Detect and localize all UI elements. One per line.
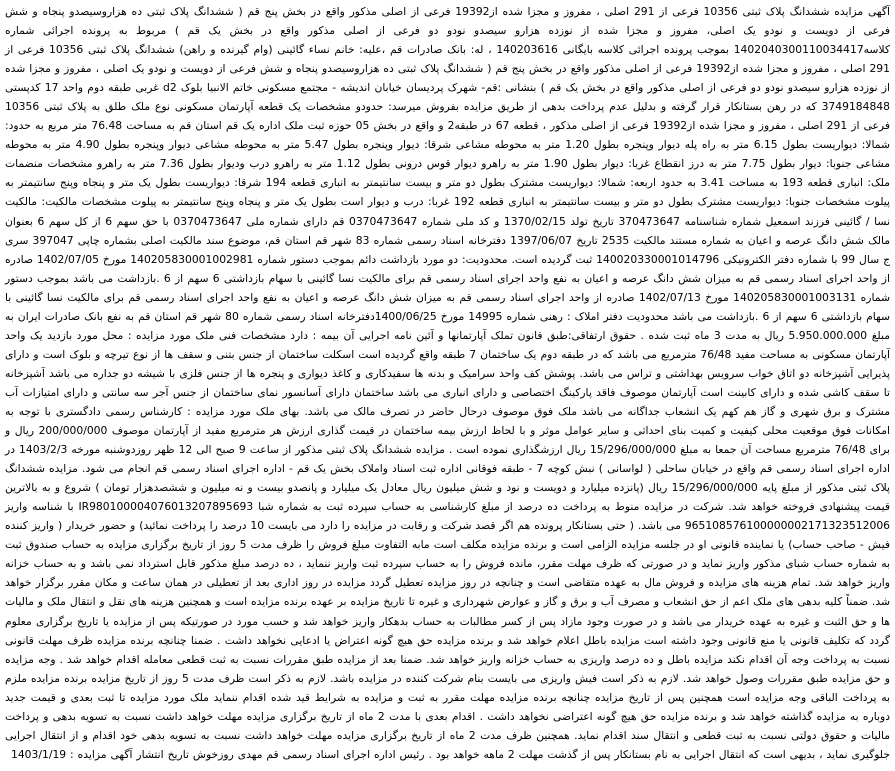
auction-notice-text: آگهی مزایده ششدانگ پلاک ثبتی 10356 فرعی از 291 اصلی ، مفروز و مجزا شده از19392 فرعی از اصلی مذکور واقع در بخش پنج قم ( ششدانگ پلاک ثبتی ده هزاروسیصدو پنجاه و شش فرعی از دویست و نودو یک اصلی، مفروز و مجزا شده از نوزده هزارو سیصدو نودو دو فرعی از اصلی مذکور واقع در بخش یک قم ) مربوط به پرونده اجرائی شماره کلاسه1402040300110034417 بموجب پرونده اجرائی کلاسه بایگانی 140203616 ، له: بانک صادرات قم ،علیه: خانم نساء گائینی (وام گیرنده و راهن) ششدانگ پلاک ثبتی 10356 فرعی از 291 اصلی ، مفروز و مجزا شده از19392 فرعی از اصلی مذکور واقع در بخش پنج قم ( ششدانگ پلاک ثبتی ده هزاروسیصدو پنجاه و شش فرعی از دویست و نودو یک اصلی ، مفروز و مجزا شده از نوزده هزارو سیصدو نودو دو فرعی از اصلی مذکور واقع در بخش یک قم ) بنشانی :قم- شهرک پردیسان خیابان اندیشه - مجتمع مسکونی خاتم الانبیا بلوک d2 غربی طبقه دوم واحد 17 کدپستی 3749184848 که در رهن بستانکار قرار گرفته و بدلیل عدم پرداخت بدهی از طریق مزایده بفروش میرسد: حدودو مشخصات یک قطعه آپارتمان مسکونی نوع ملک طلق به پلاک ثبتی 10356 فرعی از 291 اصلی ، مفروز و مجزا شده از19392 فرعی از اصلی مذکور ، قطعه 67 در طبقه2 و واقع در بخش 05 حوزه ثبت ملک اداره یک قم استان قم به مساحت 76.48 متر مربع به حدود: شمالا: دیواریست بطول 6.15 متر به راه پله دیوار وپنجره بطول 1.20 متر به محوطه مشاعی شرقا: دیوار وپنجره بطول 5.47 متر به محوطه مشاعی دیوار وپنجره بطول 4.90 متر به محوطه مشاعی جنوبا: دیوار بطول 7.75 متر به درز انقطاع غربا: دیوار بطول 1.90 متر به راهرو دیوار قوس درونی بطول 1.12 متر به راهرو درب ودیوار بطول 7.36 متر به راهرو مشخصات منضمات ملک: انباری قطعه 193 به مساحت 3.41 به حدود اربعه: شمالا: دیواریست مشترک بطول دو متر و بیست سانتیمتر به انباری قطعه 194 شرقا: دیواریست بطول یک متر و پنجاه وپنج سانتیمتر به پیلوت مشخصات جنوبا: دیواریست مشترک بطول دو متر و بیست سانتیمتر به انباری قطعه 192 غربا: درب و دیوار است بطول یک متر و پنجاه وپنج سانتیمتر به پیلوت مشخصات مالکیت: مالکیت نسا / گائینی فرزند اسمعیل شماره شناسنامه 370473647 تاریخ تولد 1370/02/15 و کد ملی شماره 0370473647 قم دارای شماره ملی 0370473647 با حق سهم 6 از کل سهم 6 بعنوان مالک شش دانگ عرصه و اعیان به شماره مستند مالکیت 2535 تاریخ 1397/06/07 دفترخانه اسناد رسمی شماره 83 شهر قم استان قم، موضوع سند مالکیت اصلی بشماره چاپی 397047 سری ج سال 99 با شماره دفتر الکترونیکی 140020330001014796 ثبت گردیده است. محدودیت: دو مورد بازداشت دائم بموجب دستور شماره 140205830001002981 مورخ 1402/07/05 صادره از واحد اجرای اسناد رسمی قم به میزان شش دانگ عرصه و اعیان به نفع واحد اجرای اسناد رسمی قم برای مالکیت نسا گائینی با سهام بازداشتی 6 سهم از 6 .بازداشت می باشد بموجب دستور شماره 140205830001003131 مورخ 1402/07/13 صادره از واحد اجرای اسناد رسمی قم به میزان شش دانگ عرصه و اعیان به نفع واحد اجرای اسناد رسمی قم برای مالکیت نسا گائینی با سهام بازداشتی 6 سهم از 6 .بازداشت می باشد محدودیت دفتر املاک : رهنی شماره 14995 مورخ 1400/06/25دفترخانه اسناد رسمی شماره 80 شهر قم استان قم به نفع بانک صادرات ایران به مبلغ 5.950.000.000 ریال به مدت 3 ماه ثبت شده . حقوق ارتفاقی:طبق قانون تملک آپارتمانها و آئین نامه اجرایی آن بیمه : دارد مشخصات فنی ملک مورد مزایده : محل مورد بازدید یک واحد آپارتمان مسکونی به مساحت مفید 76/48 مترمربع می باشد که در طبقه دوم یک ساختمان 7 طبقه واقع گردیده است اسکلت ساختمان از جنس بتنی و سقف ها از نوع تیرچه و بلوک است و دارای پذیرایی آشپزخانه دو اتاق خواب سرویس بهداشتی و تراس می باشد. پوشش کف واحد سرامیک و بدنه ها سفیدکاری و کاغذ دیواری و پنجره ها از جنس فلزی با شیشه دو جداره می باشد آشپزخانه تا سقف کاشی شده و دارای کابینت است آپارتمان موصوف فاقد پارکینگ اختصاصی و دارای انباری می باشد ساختمان دارای آسانسور نمای ساختمان از جنس آجر سه سانتی و دارای امتیازات آب مشترک و برق شهری و گاز هم کهم یک انشعاب جداگانه می باشد ملک فوق موصوف درحال حاضر در تصرف مالک می باشد. بهای ملک مورد مزایده : کارشناس رسمی دادگستری با توجه به امکانات فوق موقعیت محلی کیفیت و کمیت بنای احداثی و سایر عوامل موثر و با لحاظ ارزش بیمه ساختمان در قیمت گذاری ارزش هر مترمربع مفید از آپارتمان موصوف 200/000/000 ریال و برای 76/48 مترمربع مساحت آن جمعا به مبلغ 15/296/000/000 ریال ارزشگذاری نموده است . مزایده ششدانگ پلاک ثبتی مذکور از ساعت 9 صبح الی 12 ظهر روزدوشنبه مورخه 1403/2/3 در اداره اجرای اسناد رسمی قم واقع در خیابان ساحلی ( لواسانی ) نبش کوچه 7 - طبقه فوقانی اداره ثبت اسناد واملاک بخش یک قم - اداره اجرای اسناد رسمی قم انجام می شود. مزایده ششدانگ پلاک ثبتی مذکور از مبلغ پایه 15/296/000/000 ریال (پانزده میلیارد و دویست و نود و شش میلیون ریال معادل یک میلیارد و پانصدو بیست و نه میلیون و ششصدهزار تومان ) شروع و به بالاترین قیمت پیشنهادی فروخته خواهد شد. شرکت در مزایده منوط به پرداخت ده درصد از مبلغ کارشناسی به حساب سپرده ثبت به شماره شبا IR980100004076013207895693 با شناسه واریز 965108576100000002171323512006 می باشد. ( حتی بستانکار پرونده هم اگر قصد شرکت و رقابت در مزایده را دارد می بایست 10 درصد را پرداخت نمائید) و حضور خریدار ( واریز کننده فیش - صاحب حساب) یا نماینده قانونی او در جلسه مزایده الزامی است و برنده مزایده مکلف است مابه التفاوت مبلغ فروش را ظرف مدت 5 روز از تاریخ برگزاری مزایده به حساب صندوق ثبت به شماره حساب شبای مذکور واریز نماید و در صورتی که ظرف مهلت مقرر، مانده فروش را به حساب سپرده ثبت واریز ننماید ، ده درصد مبلغ مذکور قابل استرداد نمی باشد و به حساب خزانه واریز خواهد شد. تمام هزینه های مزایده و فروش مال به عهده متقاضی است و چنانچه در روز مزایده تعطیل گردد مزایده در روز اداری بعد از تعطیلی در همان ساعت و مکان مقرر برگزار خواهد شد. ضمناً کلیه بدهی های ملک اعم از حق انشعاب و مصرف آب و برق و گاز و عوارض شهرداری و غیره تا تاریخ مزایده بر عهده برنده مزایده است و همچنین هزینه های نقل و انتقال ملک و مالیات ها و حق الثبت و غیره به عهده خریدار می باشد و در صورت وجود مازاد پس از کسر مطالبات به حساب بدهکار واریز خواهد شد و حسب مورد در صورتیکه پس از مزایده یا تاریخ برگزاری معلوم گردد که تکلیف قانونی یا منع قانونی وجود داشته است مزایده باطل اعلام خواهد شد و برنده مزایده حق هیچ گونه اعتراض یا ادعایی نخواهد داشت . ضمنا چنانچه برنده مزایده ظرف مهلت قانونی نسبت به پرداخت وجه آن اقدام نکند مزایده باطل و ده درصد واریزی به حساب خزانه واریز خواهد شد. ضمنا بعد از مزایده طبق مقررات نسبت به ثبت قطعی معامله اقدام خواهد شد . وجه مزایده و حق مزایده طبق مقررات وصول خواهد شد. لازم به ذکر است فیش واریزی می بایست بنام شرکت کننده در مزایده باشد. لازم به ذکر است ظرف مدت 5 روز از تاریخ مزایده برنده مزایده ملزم به پرداخت الباقی وجه مزایده است همچنین پس از تاریخ مزایده چنانچه برنده مزایده مهلت مقرر به ثبت و مزایده به شرایط قید شده اقدام ننماید ملک مورد مزایده تا ثبت بعدی و قیمت جدید دوباره به مزایده گذاشته خواهد شد و برنده مزایده حق هیچ گونه اعتراضی نخواهد داشت . اقدام بعدی با مدت 2 ماه از تاریخ برگزاری مزایده مهلت خواهد داشت نسبت به تسویه بدهی و پرداخت مالیات و حقوق دولتی نسبت به ثبت قطعی و انتقال سند اقدام نماید. همچنین ظرف مدت 2 ماه از تاریخ برگزاری مزایده مهلت خواهد داشت نسبت به تسویه بدهی خود اقدام و از انتقال اجرایی جلوگیری نماید ، بدیهی است که انتقال اجرایی به نام بستانکار پس از گذشت مهلت 2 ماهه خواهد بود . رئیس اداره اجرای اسناد رسمی قم مهدی روزخوش تاریخ انتشار آگهی مزایده : 1403/1/19 <box>5 5 891 761</box>
